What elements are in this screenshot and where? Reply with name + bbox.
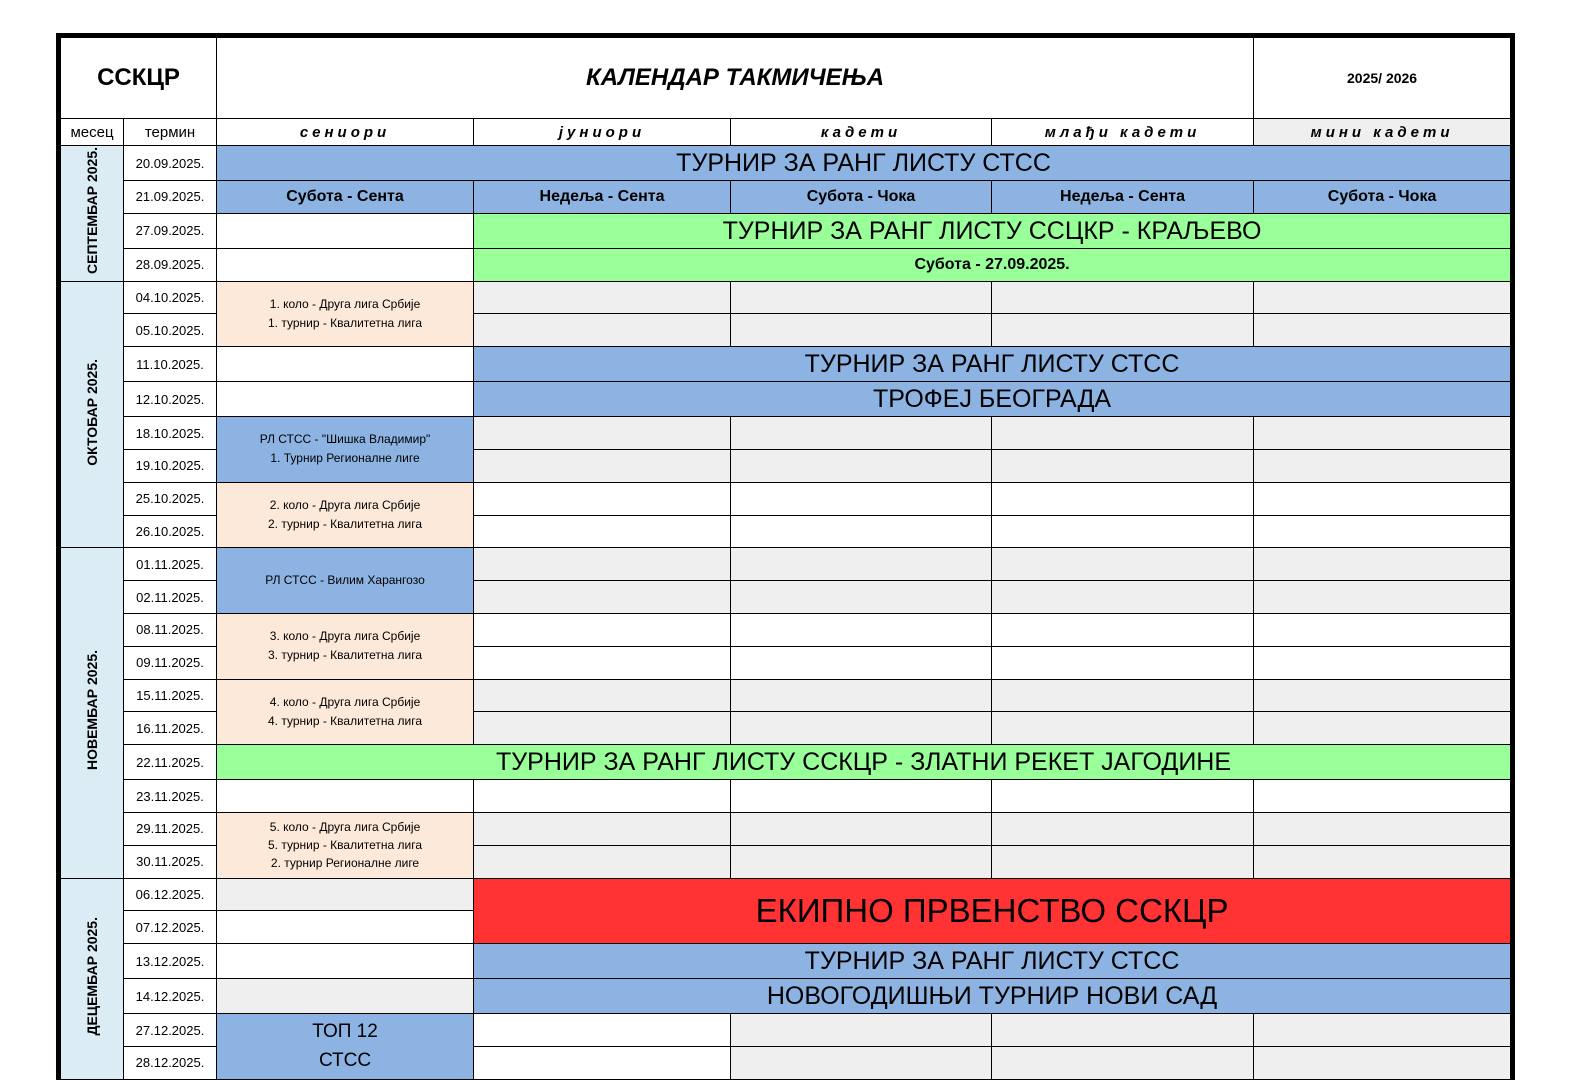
col-term-header: термин: [124, 119, 217, 146]
empty-cell: [474, 515, 731, 548]
event-line: 3. турнир - Квалитетна лига: [267, 648, 423, 663]
empty-cell: [992, 548, 1254, 581]
table-row: [61, 548, 1511, 581]
date-cell: 27.09.2025.: [124, 213, 217, 248]
event-team-championship: ЕКИПНО ПРВЕНСТВО ССКЦР: [474, 878, 1511, 944]
table-row: [61, 979, 1511, 1014]
empty-cell: [731, 780, 992, 813]
month-label: ДЕЦЕМБАР 2025.: [84, 916, 100, 1036]
date-cell: 02.11.2025.: [124, 581, 217, 614]
event-line: РЛ СТСС - "Шишка Владимир": [259, 432, 431, 447]
org-name: ССКЦР: [61, 38, 217, 119]
table-row: [61, 812, 1511, 845]
empty-cell: [731, 482, 992, 515]
month-label: СЕПТЕМБАР 2025.: [84, 147, 100, 275]
empty-cell: [1254, 712, 1511, 745]
empty-cell: [1254, 812, 1511, 845]
event-location: Субота - Сента: [217, 181, 474, 214]
empty-cell: [474, 613, 731, 646]
table-row: [61, 146, 1511, 181]
empty-cell: [217, 248, 474, 281]
date-cell: 25.10.2025.: [124, 482, 217, 515]
empty-cell: [1254, 646, 1511, 679]
empty-cell: [1254, 780, 1511, 813]
empty-cell: [474, 581, 731, 614]
empty-cell: [474, 712, 731, 745]
event-stss-oct-title: ТУРНИР ЗА РАНГ ЛИСТУ СТСС: [474, 347, 1511, 382]
event-line: 2. турнир Регионалне лиге: [270, 856, 420, 871]
empty-cell: [992, 812, 1254, 845]
table-row: [61, 780, 1511, 813]
empty-cell: [1254, 613, 1511, 646]
empty-cell: [731, 1014, 992, 1047]
event-line: 1. коло - Друга лига Србије: [269, 296, 421, 311]
date-cell: 26.10.2025.: [124, 515, 217, 548]
empty-cell: [217, 979, 474, 1014]
title-row: [61, 38, 1511, 119]
empty-cell: [731, 548, 992, 581]
empty-cell: [217, 911, 474, 944]
empty-cell: [731, 449, 992, 482]
empty-cell: [1254, 1046, 1511, 1079]
month-december: [61, 878, 124, 1079]
empty-cell: [992, 581, 1254, 614]
table-row: [61, 878, 1511, 911]
event-league-round-3: [217, 613, 474, 679]
month-september: [61, 146, 124, 282]
empty-cell: [217, 347, 474, 382]
date-cell: 21.09.2025.: [124, 181, 217, 214]
table-row: [61, 281, 1511, 314]
calendar-title: КАЛЕНДАР ТАКМИЧЕЊА: [217, 38, 1254, 119]
event-line: 5. коло - Друга лига Србије: [269, 820, 421, 835]
month-label: НОВЕМБАР 2025.: [84, 650, 100, 771]
event-rl-harangozo: РЛ СТСС - Вилим Харангозо: [217, 548, 474, 614]
date-cell: 13.12.2025.: [124, 944, 217, 979]
table-row: [61, 347, 1511, 382]
empty-cell: [474, 812, 731, 845]
event-kraljevo-title: ТУРНИР ЗА РАНГ ЛИСТУ ССЦКР - КРАЉЕВО: [474, 213, 1511, 248]
event-league-round-5: [217, 812, 474, 878]
empty-cell: [217, 780, 474, 813]
empty-cell: [731, 646, 992, 679]
empty-cell: [992, 845, 1254, 878]
empty-cell: [474, 548, 731, 581]
table-row: [61, 613, 1511, 646]
empty-cell: [992, 281, 1254, 314]
event-stss-dec-subtitle: НОВОГОДИШЊИ ТУРНИР НОВИ САД: [474, 979, 1511, 1014]
empty-cell: [474, 646, 731, 679]
event-line: 1. турнир - Квалитетна лига: [267, 315, 423, 330]
empty-cell: [217, 382, 474, 417]
event-line: 3. коло - Друга лига Србије: [269, 629, 421, 644]
table-row: [61, 213, 1511, 248]
date-cell: 18.10.2025.: [124, 417, 217, 450]
calendar-table: [60, 37, 1511, 1080]
table-row: [61, 1014, 1511, 1047]
date-cell: 28.09.2025.: [124, 248, 217, 281]
empty-cell: [992, 712, 1254, 745]
table-row: [61, 417, 1511, 450]
empty-cell: [1254, 581, 1511, 614]
empty-cell: [474, 449, 731, 482]
empty-cell: [1254, 548, 1511, 581]
empty-cell: [992, 1014, 1254, 1047]
event-league-round-1: [217, 281, 474, 347]
date-cell: 05.10.2025.: [124, 314, 217, 347]
empty-cell: [992, 613, 1254, 646]
header-row: [61, 119, 1511, 146]
empty-cell: [1254, 1014, 1511, 1047]
empty-cell: [1254, 449, 1511, 482]
empty-cell: [474, 417, 731, 450]
event-location: Недеља - Сента: [992, 181, 1254, 214]
event-jagodina: ТУРНИР ЗА РАНГ ЛИСТУ ССКЦР - ЗЛАТНИ РЕКЕТ ЈАГОДИНЕ: [217, 745, 1511, 780]
empty-cell: [731, 314, 992, 347]
table-row: [61, 248, 1511, 281]
empty-cell: [474, 281, 731, 314]
date-cell: 29.11.2025.: [124, 812, 217, 845]
empty-cell: [992, 1046, 1254, 1079]
empty-cell: [731, 581, 992, 614]
event-line: 4. коло - Друга лига Србије: [269, 694, 421, 709]
date-cell: 15.11.2025.: [124, 679, 217, 712]
date-cell: 08.11.2025.: [124, 613, 217, 646]
col-month-header: месец: [61, 119, 124, 146]
event-line: 1. Турнир Регионалне лиге: [270, 451, 420, 466]
event-line: 2. коло - Друга лига Србије: [269, 498, 421, 513]
empty-cell: [1254, 314, 1511, 347]
empty-cell: [217, 213, 474, 248]
table-row: [61, 679, 1511, 712]
month-label: ОКТОБАР 2025.: [84, 358, 100, 466]
table-row: [61, 382, 1511, 417]
event-kraljevo-date: Субота - 27.09.2025.: [474, 248, 1511, 281]
empty-cell: [731, 812, 992, 845]
empty-cell: [731, 613, 992, 646]
date-cell: 06.12.2025.: [124, 878, 217, 911]
event-stss-ranking-sep: ТУРНИР ЗА РАНГ ЛИСТУ СТСС: [217, 146, 1511, 181]
empty-cell: [217, 878, 474, 911]
date-cell: 12.10.2025.: [124, 382, 217, 417]
table-row: [61, 181, 1511, 214]
empty-cell: [1254, 417, 1511, 450]
empty-cell: [731, 515, 992, 548]
empty-cell: [731, 845, 992, 878]
event-league-round-2: [217, 482, 474, 548]
event-location: Субота - Чока: [731, 181, 992, 214]
event-line: 5. турнир - Квалитетна лига: [267, 838, 423, 853]
date-cell: 20.09.2025.: [124, 146, 217, 181]
empty-cell: [731, 1046, 992, 1079]
table-row: [61, 944, 1511, 979]
event-stss-dec-title: ТУРНИР ЗА РАНГ ЛИСТУ СТСС: [474, 944, 1511, 979]
table-row: [61, 745, 1511, 780]
date-cell: 04.10.2025.: [124, 281, 217, 314]
empty-cell: [1254, 845, 1511, 878]
empty-cell: [992, 780, 1254, 813]
event-rl-siska: [217, 417, 474, 483]
empty-cell: [731, 712, 992, 745]
col-juniors-header: јуниори: [474, 119, 731, 146]
empty-cell: [992, 417, 1254, 450]
event-line: 2. турнир - Квалитетна лига: [267, 517, 423, 532]
date-cell: 23.11.2025.: [124, 780, 217, 813]
empty-cell: [731, 281, 992, 314]
empty-cell: [217, 944, 474, 979]
date-cell: 07.12.2025.: [124, 911, 217, 944]
empty-cell: [474, 845, 731, 878]
date-cell: 22.11.2025.: [124, 745, 217, 780]
table-row: [61, 482, 1511, 515]
empty-cell: [992, 449, 1254, 482]
col-seniors-header: сениори: [217, 119, 474, 146]
empty-cell: [474, 314, 731, 347]
date-cell: 16.11.2025.: [124, 712, 217, 745]
empty-cell: [992, 646, 1254, 679]
empty-cell: [731, 417, 992, 450]
date-cell: 19.10.2025.: [124, 449, 217, 482]
month-november: [61, 548, 124, 878]
col-cadets-header: кадети: [731, 119, 992, 146]
empty-cell: [992, 482, 1254, 515]
empty-cell: [731, 679, 992, 712]
month-october: [61, 281, 124, 548]
empty-cell: [992, 515, 1254, 548]
empty-cell: [474, 679, 731, 712]
event-league-round-4: [217, 679, 474, 745]
date-cell: 09.11.2025.: [124, 646, 217, 679]
empty-cell: [1254, 281, 1511, 314]
date-cell: 30.11.2025.: [124, 845, 217, 878]
event-location: Недеља - Сента: [474, 181, 731, 214]
date-cell: 27.12.2025.: [124, 1014, 217, 1047]
empty-cell: [474, 1046, 731, 1079]
date-cell: 14.12.2025.: [124, 979, 217, 1014]
event-stss-oct-subtitle: ТРОФЕЈ БЕОГРАДА: [474, 382, 1511, 417]
empty-cell: [992, 679, 1254, 712]
empty-cell: [992, 314, 1254, 347]
event-top12: [217, 1014, 474, 1080]
event-location: Субота - Чока: [1254, 181, 1511, 214]
season-label: 2025/ 2026: [1254, 38, 1511, 119]
date-cell: 11.10.2025.: [124, 347, 217, 382]
empty-cell: [1254, 515, 1511, 548]
event-line: ТОП 12: [312, 1021, 378, 1043]
empty-cell: [474, 1014, 731, 1047]
empty-cell: [474, 482, 731, 515]
event-line: 4. турнир - Квалитетна лига: [267, 713, 423, 728]
date-cell: 01.11.2025.: [124, 548, 217, 581]
empty-cell: [1254, 482, 1511, 515]
empty-cell: [474, 780, 731, 813]
col-younger-cadets-header: млађи кадети: [992, 119, 1254, 146]
date-cell: 28.12.2025.: [124, 1046, 217, 1079]
col-mini-cadets-header: мини кадети: [1254, 119, 1511, 146]
event-line: СТСС: [318, 1050, 372, 1072]
empty-cell: [1254, 679, 1511, 712]
